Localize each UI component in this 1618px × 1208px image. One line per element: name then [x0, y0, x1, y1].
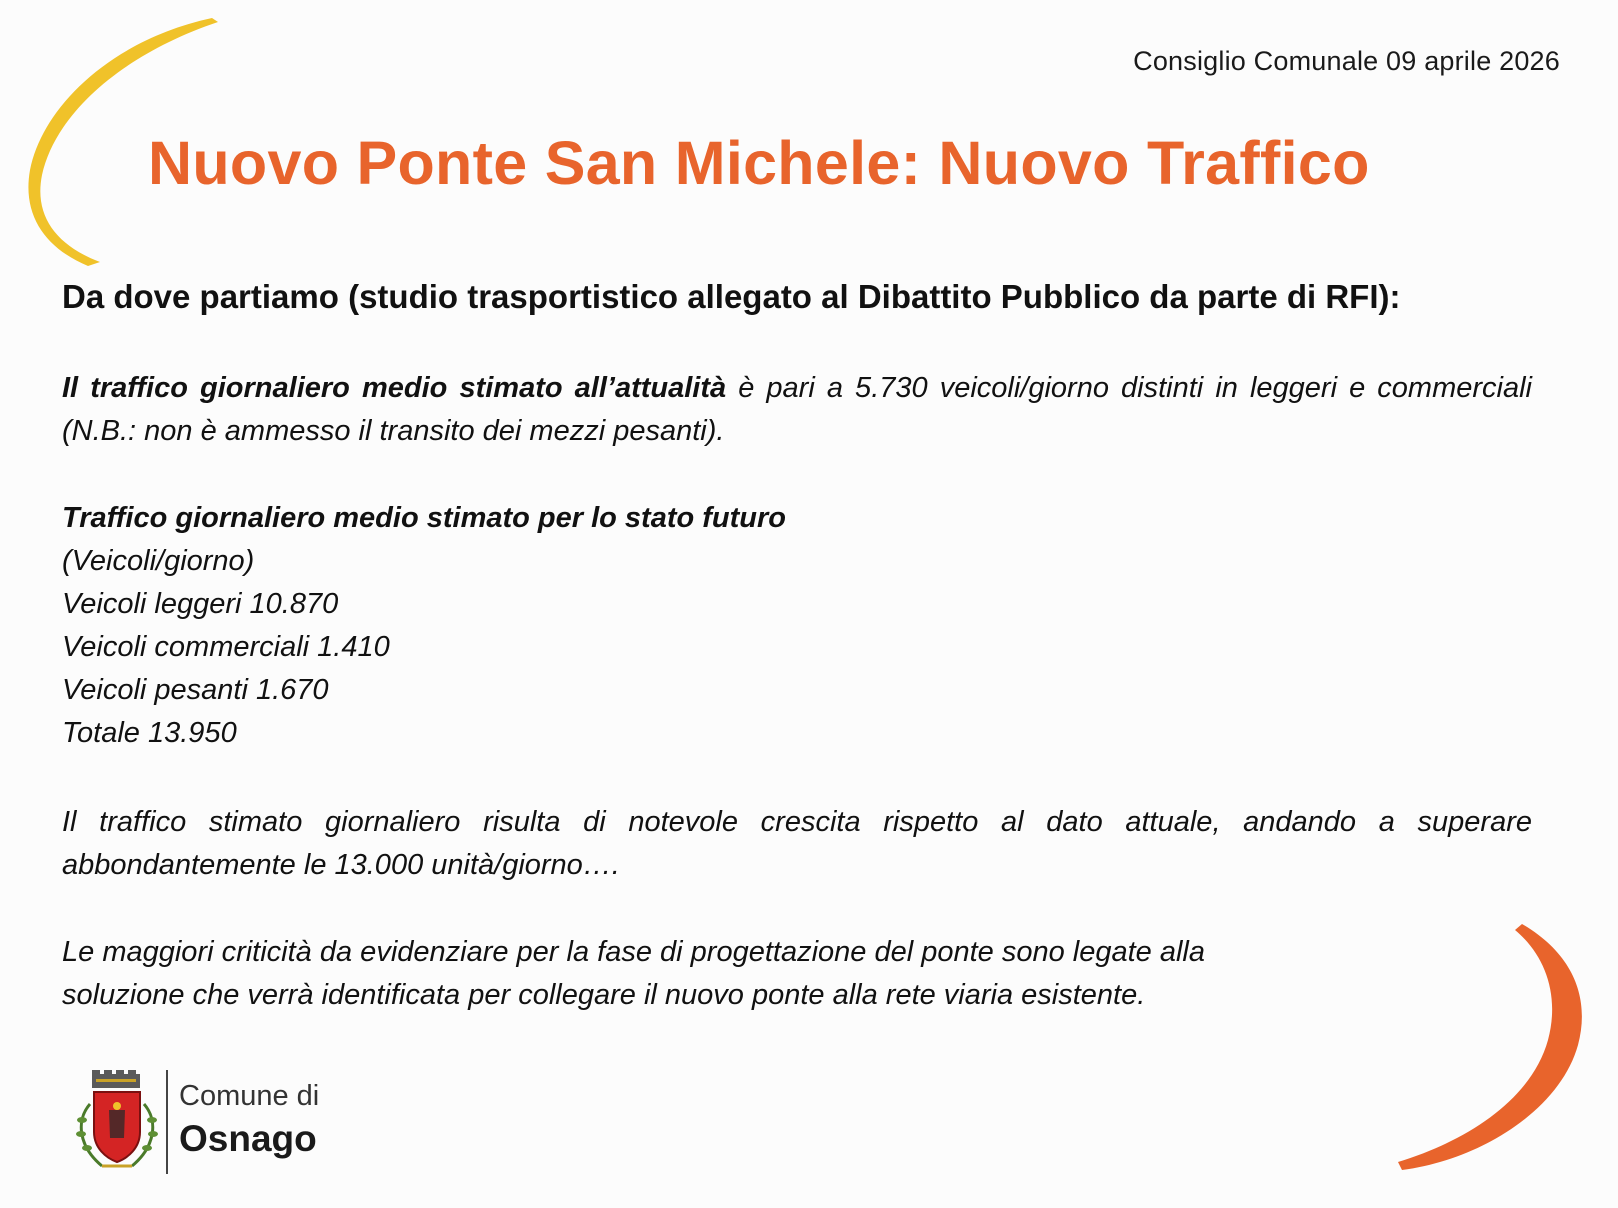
logo-municipality-name: Osnago — [179, 1118, 317, 1159]
meeting-date: Consiglio Comunale 09 aprile 2026 — [1133, 46, 1560, 76]
current-traffic-lead: Il traffico giornaliero medio stimato all’attualità — [62, 372, 727, 404]
future-traffic-row-commercial: Veicoli commerciali 1.410 — [62, 631, 390, 663]
future-traffic-row-total: Totale 13.950 — [62, 717, 237, 749]
future-traffic-heading: Traffico giornaliero medio stimato per lo stato futuro — [62, 502, 787, 534]
current-traffic-text: è pari a 5.730 veicoli/giorno distinti in leggeri e commerciali (N.B.: non è ammesso il transito dei mezzi pesanti). — [62, 372, 1532, 447]
future-traffic-unit: (Veicoli/giorno) — [62, 545, 255, 577]
growth-note-paragraph: Il traffico stimato giornaliero risulta di notevole crescita rispetto al dato attuale, andando a superare abbondantemente le 13.000 unità/giorno…. — [62, 806, 1532, 881]
future-traffic-block — [62, 497, 1532, 755]
current-traffic-paragraph — [62, 367, 1532, 453]
criticality-note-line-1: Le maggiori criticità da evidenziare per la fase di progettazione del ponte sono legate alla — [62, 936, 1205, 968]
criticality-note-paragraph — [62, 931, 1532, 1017]
section-subtitle: Da dove partiamo (studio trasportistico allegato al Dibattito Pubblico da parte di RFI): — [62, 278, 1401, 315]
logo-municipality-label: Comune di — [179, 1080, 320, 1112]
future-traffic-row-heavy: Veicoli pesanti 1.670 — [62, 674, 329, 706]
page-title: Nuovo Ponte San Michele: Nuovo Traffico — [148, 129, 1370, 197]
criticality-note-line-2: soluzione che verrà identificata per collegare il nuovo ponte alla rete viaria esistente. — [62, 979, 1146, 1011]
coat-of-arms-icon — [72, 1068, 162, 1176]
logo-divider — [166, 1070, 168, 1174]
municipality-logo — [72, 1068, 372, 1178]
future-traffic-row-light: Veicoli leggeri 10.870 — [62, 588, 339, 620]
